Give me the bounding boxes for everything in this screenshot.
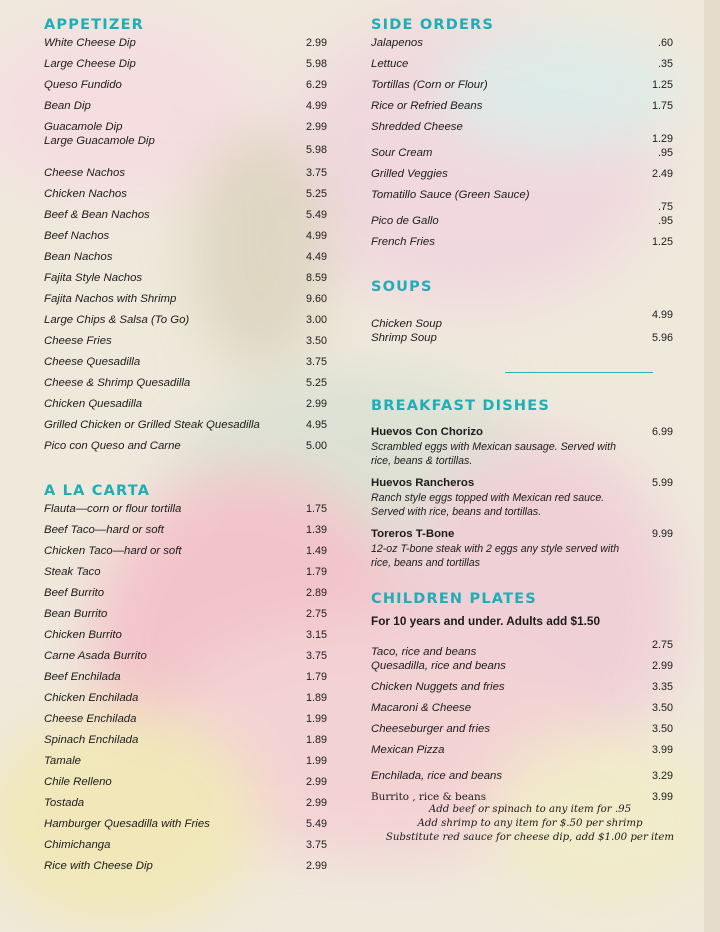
- item-price: 1.99: [306, 755, 328, 767]
- item-price: 9.99: [651, 528, 673, 540]
- item-price: .35: [657, 58, 673, 70]
- item-price: 1.75: [651, 100, 673, 112]
- item-price: 1.79: [306, 566, 328, 578]
- menu-item: [371, 308, 673, 331]
- item-price: 1.75: [306, 503, 328, 515]
- item-name: Lettuce: [371, 58, 409, 70]
- menu-item: [371, 120, 673, 146]
- item-name: Spinach Enchilada: [44, 734, 139, 746]
- left-column: [44, 14, 334, 880]
- item-name: Beef & Bean Nachos: [44, 209, 150, 221]
- item-price: 3.99: [651, 791, 673, 803]
- menu-item: [44, 712, 334, 733]
- menu-item: [44, 838, 334, 859]
- item-name: Chicken Nachos: [44, 188, 127, 200]
- item-price: 5.98: [306, 144, 328, 156]
- item-price: 4.99: [651, 309, 673, 321]
- item-name: Pico con Queso and Carne: [44, 440, 181, 452]
- item-name: Cheese & Shrimp Quesadilla: [44, 377, 191, 389]
- item-name: Chicken Quesadilla: [44, 398, 143, 410]
- item-name: Tamale: [44, 755, 81, 767]
- side-orders-heading: SIDE ORDERS: [371, 17, 495, 33]
- menu-item: [44, 120, 334, 134]
- item-name: Steak Taco: [44, 566, 101, 578]
- appetizer-list: [44, 36, 334, 460]
- item-price: 2.99: [306, 797, 328, 809]
- item-name: Fajita Style Nachos: [44, 272, 143, 284]
- item-price: 2.49: [651, 168, 673, 180]
- item-name: Shrimp Soup: [371, 332, 437, 344]
- item-price: 3.75: [306, 650, 328, 662]
- menu-item: [44, 99, 334, 120]
- menu-item: [371, 214, 673, 235]
- breakfast-item: [371, 425, 673, 468]
- menu-item: [44, 208, 334, 229]
- item-name: Bean Dip: [44, 100, 91, 112]
- item-name: Large Chips & Salsa (To Go): [44, 314, 190, 326]
- item-name: Shredded Cheese: [371, 121, 463, 133]
- item-name: Beef Enchilada: [44, 671, 121, 683]
- item-price: 9.60: [306, 293, 328, 305]
- item-price: 5.98: [306, 58, 328, 70]
- item-price: 1.25: [651, 79, 673, 91]
- item-price: 3.15: [306, 629, 328, 641]
- item-price: 3.50: [651, 702, 673, 714]
- item-name: Chimichanga: [44, 839, 111, 851]
- menu-item: [371, 78, 673, 99]
- item-price: 6.29: [306, 79, 328, 91]
- item-price: 2.75: [306, 608, 328, 620]
- item-name: Beef Taco—hard or soft: [44, 524, 164, 536]
- item-price: 1.29: [651, 133, 673, 145]
- breakfast-list: [371, 425, 673, 570]
- menu-item: [44, 859, 334, 880]
- item-price: 3.75: [306, 356, 328, 368]
- item-name: Tortillas (Corn or Flour): [371, 79, 488, 91]
- item-price: 2.89: [306, 587, 328, 599]
- menu-item: [44, 418, 334, 439]
- item-name: Rice with Cheese Dip: [44, 860, 153, 872]
- menu-item: [371, 57, 673, 78]
- menu-item: [371, 188, 673, 214]
- item-name: Beef Burrito: [44, 587, 105, 599]
- item-price: 6.99: [651, 426, 673, 438]
- menu-item: [44, 292, 334, 313]
- menu-item: [44, 36, 334, 57]
- item-name: Grilled Chicken or Grilled Steak Quesadilla: [44, 419, 260, 431]
- menu-item: [44, 523, 334, 544]
- item-price: 1.39: [306, 524, 328, 536]
- item-price: 1.99: [306, 713, 328, 725]
- section-divider: [505, 372, 653, 373]
- item-price: 1.89: [306, 734, 328, 746]
- item-name: Rice or Refried Beans: [371, 100, 483, 112]
- item-name: Beef Nachos: [44, 230, 110, 242]
- item-name: French Fries: [371, 236, 435, 248]
- menu-item: [44, 397, 334, 418]
- item-price: 2.99: [306, 776, 328, 788]
- item-name: Cheese Enchilada: [44, 713, 137, 725]
- item-description: Scrambled eggs with Mexican sausage. Served with rice, beans & tortillas.: [371, 441, 616, 467]
- item-price: 3.00: [306, 314, 328, 326]
- item-price: 2.75: [651, 639, 673, 651]
- soups-list: [371, 308, 673, 352]
- menu-item: [371, 701, 673, 722]
- item-price: .75: [657, 201, 673, 213]
- item-name: Grilled Veggies: [371, 168, 448, 180]
- menu-item: [44, 355, 334, 376]
- menu-item: [371, 146, 673, 167]
- item-price: .95: [657, 147, 673, 159]
- item-name: Cheeseburger and fries: [371, 723, 491, 735]
- item-price: 1.49: [306, 545, 328, 557]
- menu-item: [371, 167, 673, 188]
- item-price: 3.75: [306, 839, 328, 851]
- menu-item: [44, 439, 334, 460]
- breakfast-heading: BREAKFAST DISHES: [371, 398, 550, 414]
- item-price: .95: [657, 215, 673, 227]
- menu-item: [371, 36, 673, 57]
- item-price: 5.49: [306, 818, 328, 830]
- item-name: Pico de Gallo: [371, 215, 439, 227]
- item-price: 3.50: [651, 723, 673, 735]
- item-price: .60: [657, 37, 673, 49]
- item-price: 4.49: [306, 251, 328, 263]
- item-name: Cheese Fries: [44, 335, 112, 347]
- item-name: Huevos Rancheros: [371, 477, 475, 489]
- menu-item: [44, 313, 334, 334]
- item-price: 5.96: [651, 332, 673, 344]
- item-name: Fajita Nachos with Shrimp: [44, 293, 177, 305]
- breakfast-item: [371, 476, 673, 519]
- menu-notes: [380, 803, 680, 845]
- item-name: Queso Fundido: [44, 79, 122, 91]
- menu-item: [44, 187, 334, 208]
- item-name: Cheese Nachos: [44, 167, 126, 179]
- item-name: Enchilada, rice and beans: [371, 770, 503, 782]
- item-name: Hamburger Quesadilla with Fries: [44, 818, 210, 830]
- menu-item: [44, 334, 334, 355]
- menu-item: [44, 670, 334, 691]
- menu-item: [44, 57, 334, 78]
- item-name: White Cheese Dip: [44, 37, 136, 49]
- menu-item: [44, 817, 334, 838]
- item-name: Tostada: [44, 797, 85, 809]
- item-name: Chicken Taco—hard or soft: [44, 545, 182, 557]
- item-name: Quesadilla, rice and beans: [371, 660, 506, 672]
- item-price: 4.99: [306, 100, 328, 112]
- menu-item: [44, 628, 334, 649]
- item-name: Jalapenos: [371, 37, 423, 49]
- item-name: Large Guacamole Dip: [44, 135, 155, 147]
- menu-item: [371, 659, 673, 680]
- menu-item: [44, 134, 334, 166]
- item-name: Chile Relleno: [44, 776, 112, 788]
- item-name: Chicken Soup: [371, 318, 442, 330]
- appetizer-heading: APPETIZER: [44, 17, 145, 33]
- item-price: 4.95: [306, 419, 328, 431]
- menu-item: [44, 502, 334, 523]
- item-name: Tomatillo Sauce (Green Sauce): [371, 189, 530, 201]
- menu-item: [44, 376, 334, 397]
- item-name: Flauta—corn or flour tortilla: [44, 503, 182, 515]
- breakfast-item: [371, 527, 673, 570]
- menu-item: [371, 331, 673, 352]
- item-name: Chicken Nuggets and fries: [371, 681, 505, 693]
- item-price: 4.99: [306, 230, 328, 242]
- item-price: 3.29: [651, 770, 673, 782]
- note-line: Add shrimp to any item for $.50 per shrimp: [417, 818, 643, 829]
- item-name: Cheese Quesadilla: [44, 356, 141, 368]
- item-name: Chicken Enchilada: [44, 692, 139, 704]
- item-description: Ranch style eggs topped with Mexican red sauce. Served with rice, beans and tortillas.: [371, 492, 605, 518]
- item-name: Carne Asada Burrito: [44, 650, 147, 662]
- menu-item: [371, 235, 673, 256]
- item-price: 5.49: [306, 209, 328, 221]
- menu-item: [371, 769, 673, 790]
- a-la-carta-list: [44, 502, 334, 880]
- menu-item: [44, 250, 334, 271]
- children-list: [371, 638, 673, 811]
- item-name: Bean Burrito: [44, 608, 108, 620]
- item-price: 3.50: [306, 335, 328, 347]
- item-price: 1.79: [306, 671, 328, 683]
- menu-item: [44, 649, 334, 670]
- menu-item: [44, 271, 334, 292]
- item-price: 8.59: [306, 272, 328, 284]
- item-name: Taco, rice and beans: [371, 646, 477, 658]
- menu-item: [44, 754, 334, 775]
- item-price: 1.89: [306, 692, 328, 704]
- item-name: Chicken Burrito: [44, 629, 122, 641]
- item-price: 2.99: [651, 660, 673, 672]
- item-price: 5.25: [306, 377, 328, 389]
- menu-item: [371, 722, 673, 743]
- menu-item: [44, 544, 334, 565]
- item-price: 3.99: [651, 744, 673, 756]
- menu-item: [44, 78, 334, 99]
- item-name: Large Cheese Dip: [44, 58, 136, 70]
- menu-item: [44, 796, 334, 817]
- menu-item: [44, 733, 334, 754]
- right-column: [371, 14, 673, 811]
- item-name: Bean Nachos: [44, 251, 113, 263]
- item-price: 2.99: [306, 860, 328, 872]
- item-price: 3.75: [306, 167, 328, 179]
- item-name: Huevos Con Chorizo: [371, 426, 484, 438]
- item-description: 12-oz T-bone steak with 2 eggs any style served with rice, beans and tortillas: [371, 543, 620, 569]
- item-name: Macaroni & Cheese: [371, 702, 472, 714]
- item-price: 5.25: [306, 188, 328, 200]
- item-name: Toreros T-Bone: [371, 528, 455, 540]
- menu-item: [371, 99, 673, 120]
- menu-item: [44, 607, 334, 628]
- menu-item: [44, 166, 334, 187]
- item-name: Guacamole Dip: [44, 121, 123, 133]
- note-line: Substitute red sauce for cheese dip, add $1.00 per item: [385, 832, 675, 843]
- children-heading: CHILDREN PLATES: [371, 591, 537, 607]
- item-price: 5.00: [306, 440, 328, 452]
- a-la-carta-heading: A LA CARTA: [44, 483, 151, 499]
- menu-item: [371, 743, 673, 769]
- side-orders-list: [371, 36, 673, 256]
- soups-heading: SOUPS: [371, 279, 433, 295]
- item-name: Burrito , rice & beans: [371, 791, 487, 803]
- menu-item: [44, 586, 334, 607]
- item-price: 2.99: [306, 37, 328, 49]
- menu-item: [44, 691, 334, 712]
- item-price: 1.25: [651, 236, 673, 248]
- item-name: Mexican Pizza: [371, 744, 445, 756]
- children-subtitle: For 10 years and under. Adults add $1.50: [371, 614, 601, 628]
- item-price: 2.99: [306, 398, 328, 410]
- item-price: 5.99: [651, 477, 673, 489]
- note-line: Add beef or spinach to any item for .95: [428, 804, 632, 815]
- menu-item: [44, 565, 334, 586]
- item-price: 2.99: [306, 121, 328, 133]
- menu-item: [44, 775, 334, 796]
- menu-item: [371, 680, 673, 701]
- item-price: 3.35: [651, 681, 673, 693]
- menu-item: [371, 638, 673, 659]
- menu-item: [44, 229, 334, 250]
- item-name: Sour Cream: [371, 147, 433, 159]
